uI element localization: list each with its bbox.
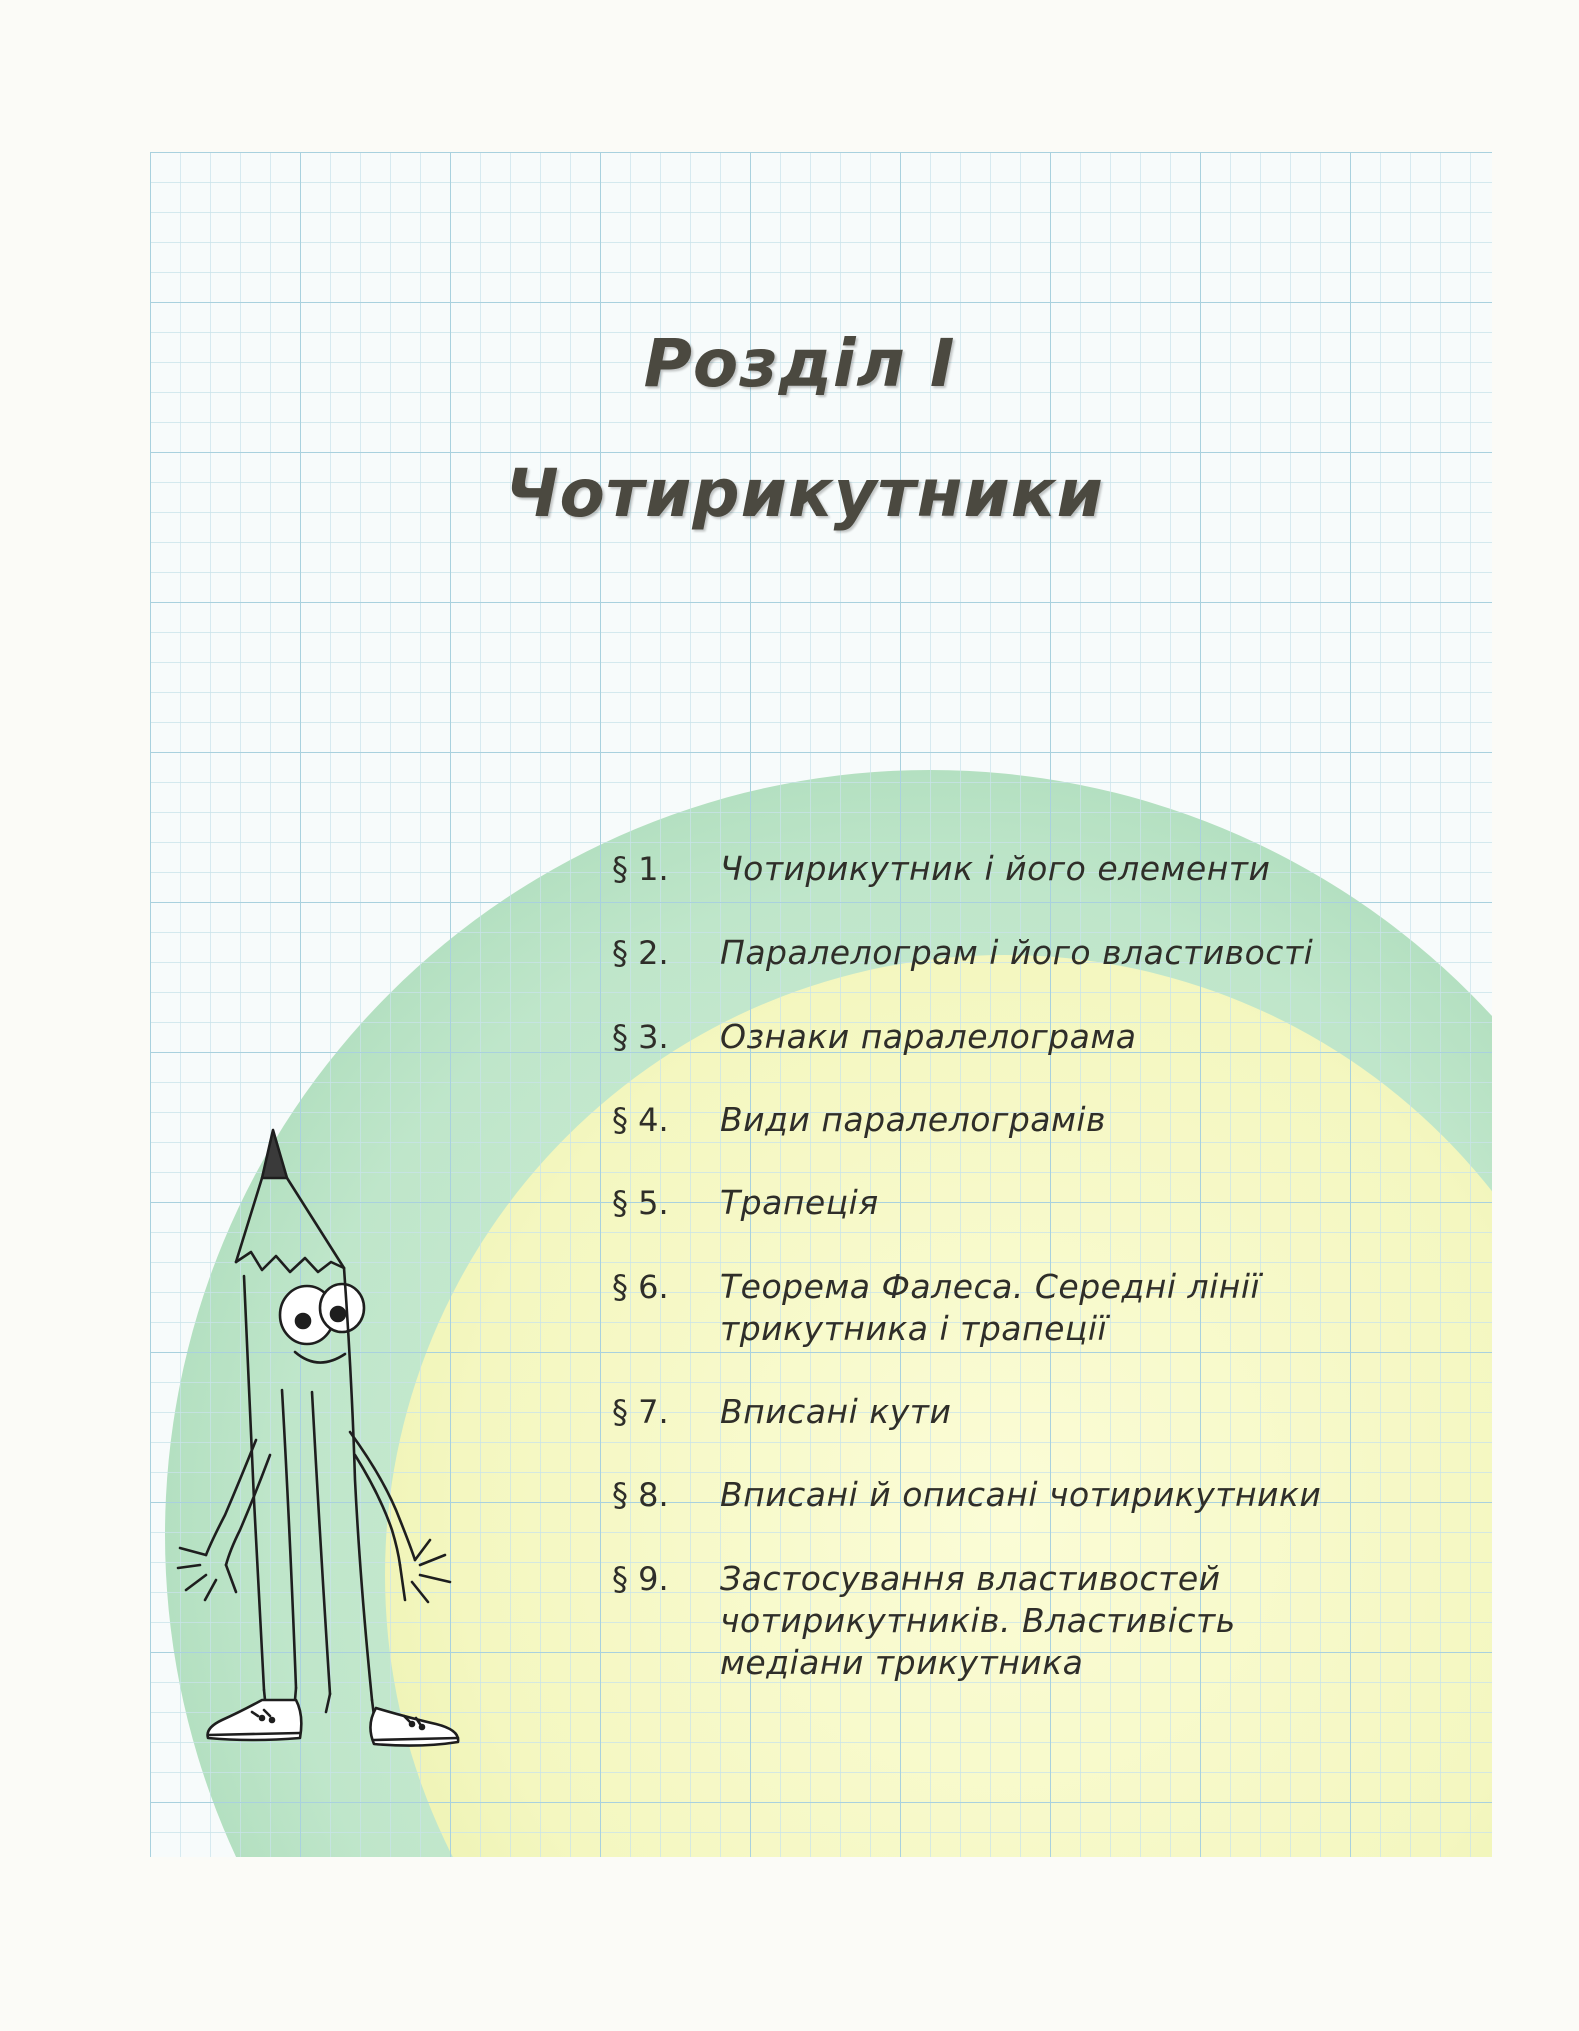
toc-item-title: [720, 1391, 1492, 1433]
chapter-label: Розділ I: [643, 325, 956, 402]
toc-item-number: § 9.: [612, 1560, 669, 1598]
toc-item[interactable]: [612, 932, 1492, 974]
decor-panel: [150, 152, 1579, 2031]
toc-item[interactable]: [612, 1016, 1492, 1058]
toc-item-title: [720, 1099, 1492, 1141]
toc-item[interactable]: [612, 1558, 1492, 1684]
toc-item-title-line: Чотирикутник і його елементи: [720, 849, 1271, 888]
toc-item-title: [720, 1558, 1492, 1684]
toc-item-number: § 1.: [612, 850, 669, 888]
toc-item-title-line: Теорема Фалеса. Середні лінії: [720, 1267, 1261, 1306]
chapter-title: Чотирикутники: [505, 455, 1104, 532]
toc-item-title-line: Вписані кути: [720, 1392, 952, 1431]
toc-item-number: § 4.: [612, 1101, 669, 1139]
toc-item-title: [720, 932, 1492, 974]
toc-item-number: § 2.: [612, 934, 669, 972]
toc-item-number: § 3.: [612, 1018, 669, 1056]
toc-item[interactable]: [612, 1182, 1492, 1224]
toc-item-title: [720, 1474, 1492, 1516]
toc-item-number: § 7.: [612, 1393, 669, 1431]
toc-item-number: § 6.: [612, 1268, 669, 1306]
toc-item-title: [720, 848, 1492, 890]
toc-item[interactable]: [612, 1391, 1492, 1433]
toc-item-title-line: Види паралелограмів: [720, 1100, 1107, 1139]
toc-item-title: [720, 1266, 1492, 1350]
toc-item[interactable]: [612, 848, 1492, 890]
toc-item-title-line: медіани трикутника: [720, 1643, 1084, 1682]
toc-item-title: [720, 1016, 1492, 1058]
toc-item-number: § 8.: [612, 1476, 669, 1514]
toc-item-title-line: Паралелограм і його властивості: [720, 933, 1314, 972]
toc-item[interactable]: [612, 1266, 1492, 1350]
toc-item-title-line: трикутника і трапеції: [720, 1309, 1108, 1348]
toc-item-number: § 5.: [612, 1184, 669, 1222]
toc-item-title-line: Застосування властивостей: [720, 1559, 1221, 1598]
toc-item[interactable]: [612, 1099, 1492, 1141]
toc-item-title-line: Трапеція: [720, 1183, 879, 1222]
toc-item-title-line: чотирикутників. Властивість: [720, 1601, 1236, 1640]
toc-item[interactable]: [612, 1474, 1492, 1516]
toc-item-title-line: Вписані й описані чотирикутники: [720, 1475, 1322, 1514]
toc-item-title: [720, 1182, 1492, 1224]
toc-item-title-line: Ознаки паралелограма: [720, 1017, 1137, 1056]
